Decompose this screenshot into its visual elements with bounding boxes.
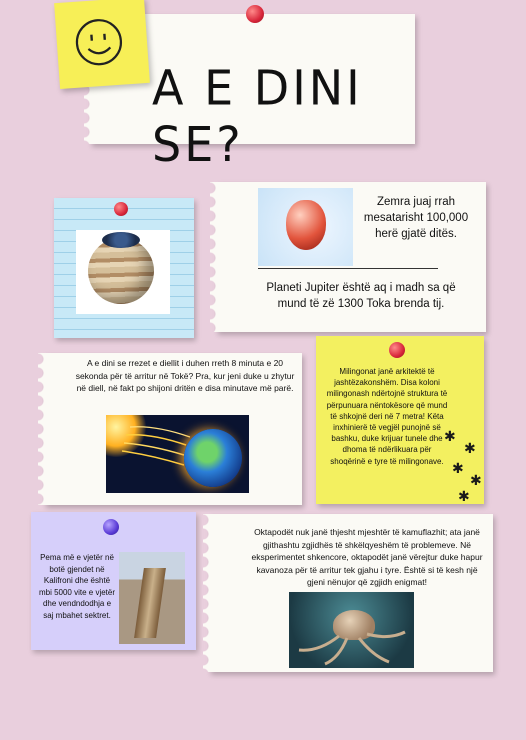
- pushpin-icon: [114, 202, 128, 216]
- ants-fact-text: Milingonat janë arkitektë të jashtëzakonshëm. Disa koloni milingonash ndërtojnë struktura të përpunuara nëntokësore që mund të shkojnë deri në 7 metra! Këta inxhinierë të vegjël punojnë së bashku, duke krijuar tunele dhe dhoma të ndërlikuara për shoqërinë e tyre të milingonave.: [326, 367, 448, 466]
- earths-cluster-icon: [102, 232, 140, 248]
- jupiter-image-note: [54, 198, 194, 338]
- ant-icon: ✱: [464, 440, 476, 456]
- ant-icon: ✱: [452, 460, 464, 476]
- pushpin-icon: [389, 342, 405, 358]
- sunlight-fact-text: A e dini se rrezet e diellit i duhen rreth 8 minuta e 20 sekonda për të arritur në Tokë? Pra, kur jeni duke u zhytur në diell, në fakt po shijoni dritën e disa minutave më parë.: [75, 358, 295, 393]
- octopus-tentacles-icon: [289, 592, 414, 668]
- heart-icon: [286, 200, 326, 250]
- heart-image: [258, 188, 353, 266]
- ant-icon: ✱: [444, 428, 456, 444]
- octopus-fact-note: [209, 514, 493, 672]
- page-title: A E DINI SE?: [152, 59, 363, 173]
- sunlight-fact-note: [44, 353, 302, 505]
- bristlecone-tree-image: [119, 552, 185, 644]
- octopus-image: [289, 592, 414, 668]
- oldest-tree-text: Pema më e vjetër në botë gjendet në Kalifroni dhe është mbi 5000 vite e vjetër dhe vendndodhja e saj mbahet sektret.: [38, 553, 116, 620]
- smiley-face-icon: [54, 0, 150, 89]
- pushpin-icon: [246, 5, 264, 23]
- sun-earth-image: [106, 415, 249, 493]
- jupiter-image: [76, 230, 170, 314]
- heart-fact-note: [216, 182, 486, 332]
- divider: [258, 268, 438, 269]
- ant-icon: ✱: [458, 488, 470, 504]
- tree-trunk-icon: [134, 568, 166, 638]
- ant-icon: ✱: [470, 472, 482, 488]
- ants-fact-note: [316, 336, 484, 504]
- octopus-fact-text: Oktapodët nuk janë thjesht mjeshtër të kamuflazhit; ata janë gjithashtu zgjidhës të shkëlqyeshëm të problemeve. Në eksperimentet shkencore, oktapodët janë vërejtur duke hapur kavanoza për të arritur tek gjahu i tyre. Është si të kesh një gjeni nënujor që zgjidh enigmat!: [251, 527, 483, 587]
- heart-fact-text: Zemra juaj rrah mesatarisht 100,000 herë gjatë ditës.: [363, 196, 469, 240]
- earth-icon: [184, 429, 242, 487]
- pushpin-icon: [103, 519, 119, 535]
- smiley-sticky-note: [54, 0, 150, 89]
- jupiter-fact-text: Planeti Jupiter është aq i madh sa që mund të zë 1300 Toka brenda tij.: [266, 282, 456, 310]
